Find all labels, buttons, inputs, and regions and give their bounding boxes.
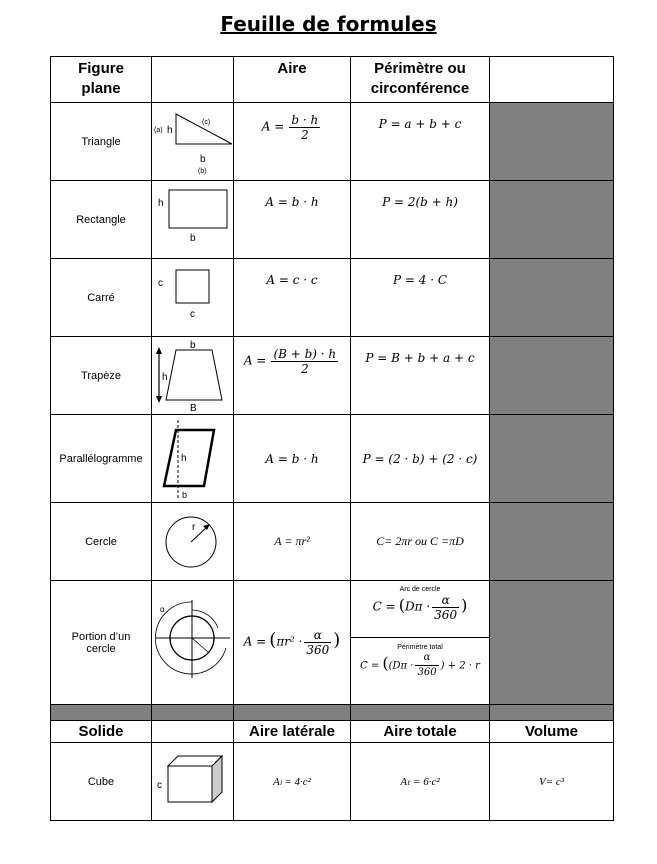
portion-label-alpha: α — [160, 604, 165, 614]
carre-label-c1: c — [158, 277, 163, 289]
trapeze-drawing — [152, 338, 234, 414]
carre-name: Carré — [51, 259, 152, 337]
header-aire-totale: Aire totale — [351, 721, 490, 743]
separator-cell-4 — [351, 705, 490, 721]
portion-arc-num: α — [432, 593, 459, 608]
rectangle-gray — [490, 181, 614, 259]
trapeze-label-B: B — [190, 402, 197, 414]
solid-header-row — [51, 721, 614, 743]
parallelogramme-gray — [490, 415, 614, 503]
row-cube — [51, 743, 614, 821]
portion-area-den: 360 — [306, 643, 330, 657]
rectangle-perimeter: P = 2(b + h) — [351, 181, 490, 259]
cube-volume: V= c³ — [490, 743, 614, 821]
cube-drawing — [152, 744, 234, 820]
header-solide-empty — [152, 721, 234, 743]
row-carre — [51, 259, 614, 337]
row-trapeze — [51, 337, 614, 415]
portion-area: A = (πr² · $\frac{\alpha}{360}$ ) — [234, 581, 351, 705]
cercle-figure — [152, 503, 234, 581]
portion-arc-den: 360 — [434, 607, 458, 622]
header-aire-laterale: Aire latérale — [234, 721, 351, 743]
portion-figure — [152, 581, 234, 705]
header-solide: Solide — [51, 721, 152, 743]
row-triangle — [51, 103, 614, 181]
cercle-perimeter: C= 2πr ou C =πD — [351, 503, 490, 581]
cercle-label-r: r — [192, 521, 196, 533]
row-parallelogramme — [51, 415, 614, 503]
triangle-figure — [152, 103, 234, 181]
cercle-area: A = πr² — [234, 503, 351, 581]
portion-name-line2: cercle — [86, 642, 116, 655]
portion-area-lhs: A = — [243, 634, 267, 649]
rectangle-drawing — [152, 182, 234, 258]
separator-cell-5 — [490, 705, 614, 721]
portion-total-den: 360 — [417, 666, 437, 678]
rectangle-name: Rectangle — [51, 181, 152, 259]
trapeze-figure — [152, 337, 234, 415]
portion-total-label: Périmètre total — [397, 643, 443, 651]
triangle-label-b2: (b) — [198, 167, 207, 175]
separator-cell-1 — [51, 705, 152, 721]
trapeze-label-h: h — [162, 371, 168, 383]
separator-cell-3 — [234, 705, 351, 721]
trapeze-area-num: (B + b) · h — [273, 347, 337, 361]
cube-lateral-area: Aₗ = 4·c² — [234, 743, 351, 821]
header-blank — [490, 57, 614, 103]
trapeze-perimeter: P = B + b + a + c — [351, 337, 490, 415]
parallelogramme-name: Parallélogramme — [51, 415, 152, 503]
carre-drawing — [152, 260, 234, 336]
cercle-drawing — [152, 504, 234, 580]
portion-total-num: α — [415, 651, 438, 666]
triangle-label-h: h — [167, 124, 173, 136]
portion-drawing — [152, 582, 234, 704]
header-figure-line1: Figure — [78, 60, 124, 77]
trapeze-area-lhs: A = — [243, 353, 267, 368]
separator-row — [51, 705, 614, 721]
row-portion — [51, 581, 614, 705]
portion-arc-pre: Dπ · — [405, 598, 431, 613]
triangle-drawing — [152, 104, 234, 180]
portion-arc-cell: Arc de cercle C = (Dπ · $\frac{\alpha}{360}$ ) — [351, 582, 489, 638]
header-row — [51, 57, 614, 103]
portion-arc-label: Arc de cercle — [399, 585, 441, 593]
triangle-area-lhs: A = — [261, 119, 285, 134]
header-volume: Volume — [490, 721, 614, 743]
header-aire: Aire — [234, 57, 351, 103]
formula-table — [50, 56, 614, 821]
portion-area-pre: πr² · — [276, 634, 303, 649]
rectangle-figure — [152, 181, 234, 259]
portion-name — [51, 581, 152, 705]
cube-total-area: Aₜ = 6·c² — [351, 743, 490, 821]
portion-name-line1: Portion d’un — [71, 630, 131, 643]
portion-total-lhs: C = — [360, 659, 380, 671]
parallelogramme-drawing — [152, 416, 234, 502]
rectangle-label-h: h — [158, 197, 164, 209]
cube-figure — [152, 743, 234, 821]
portion-total-cell: Périmètre total C = ((Dπ · $\frac{\alpha}{360}$ ) + 2 · r — [351, 638, 489, 704]
cercle-name: Cercle — [51, 503, 152, 581]
portion-perimeter — [351, 581, 490, 705]
header-figure — [51, 57, 152, 103]
parallelogramme-label-b: b — [182, 489, 188, 500]
trapeze-area-den: 2 — [300, 362, 309, 376]
header-figure-line2: plane — [81, 80, 121, 97]
header-perimetre-line1: Périmètre ou — [374, 60, 466, 77]
parallelogramme-perimeter: P = (2 · b) + (2 · c) — [351, 415, 490, 503]
page-title: Feuille de formules — [220, 12, 437, 36]
header-empty — [152, 57, 234, 103]
separator-cell-2 — [152, 705, 234, 721]
portion-total-post: ) + 2 · r — [440, 659, 480, 671]
carre-perimeter: P = 4 · C — [351, 259, 490, 337]
cercle-gray — [490, 503, 614, 581]
rectangle-area: A = b · h — [234, 181, 351, 259]
header-perimetre — [351, 57, 490, 103]
triangle-label-a: (a) — [154, 126, 163, 134]
trapeze-label-b: b — [190, 339, 196, 351]
portion-gray — [490, 581, 614, 705]
triangle-gray — [490, 103, 614, 181]
triangle-label-c: (c) — [202, 118, 211, 126]
triangle-perimeter: P = a + b + c — [351, 103, 490, 181]
portion-area-num: α — [304, 628, 331, 643]
row-cercle — [51, 503, 614, 581]
triangle-area — [234, 103, 351, 181]
triangle-area-num: b · h — [291, 113, 319, 127]
carre-gray — [490, 259, 614, 337]
parallelogramme-area: A = b · h — [234, 415, 351, 503]
header-perimetre-line2: circonférence — [370, 80, 470, 97]
portion-total-pre: (Dπ · — [388, 659, 414, 671]
carre-area: A = c · c — [234, 259, 351, 337]
rectangle-label-b: b — [190, 232, 196, 244]
carre-label-c2: c — [190, 308, 195, 320]
trapeze-area — [234, 337, 351, 415]
triangle-label-b: b — [200, 153, 206, 165]
triangle-name: Triangle — [51, 103, 152, 181]
trapeze-name: Trapèze — [51, 337, 152, 415]
parallelogramme-figure — [152, 415, 234, 503]
portion-arc-lhs: C = — [372, 598, 396, 613]
carre-figure — [152, 259, 234, 337]
triangle-area-den: 2 — [300, 128, 309, 142]
row-rectangle — [51, 181, 614, 259]
cube-name: Cube — [51, 743, 152, 821]
trapeze-gray — [490, 337, 614, 415]
cube-label-c: c — [157, 779, 162, 791]
parallelogramme-label-h: h — [181, 452, 187, 464]
